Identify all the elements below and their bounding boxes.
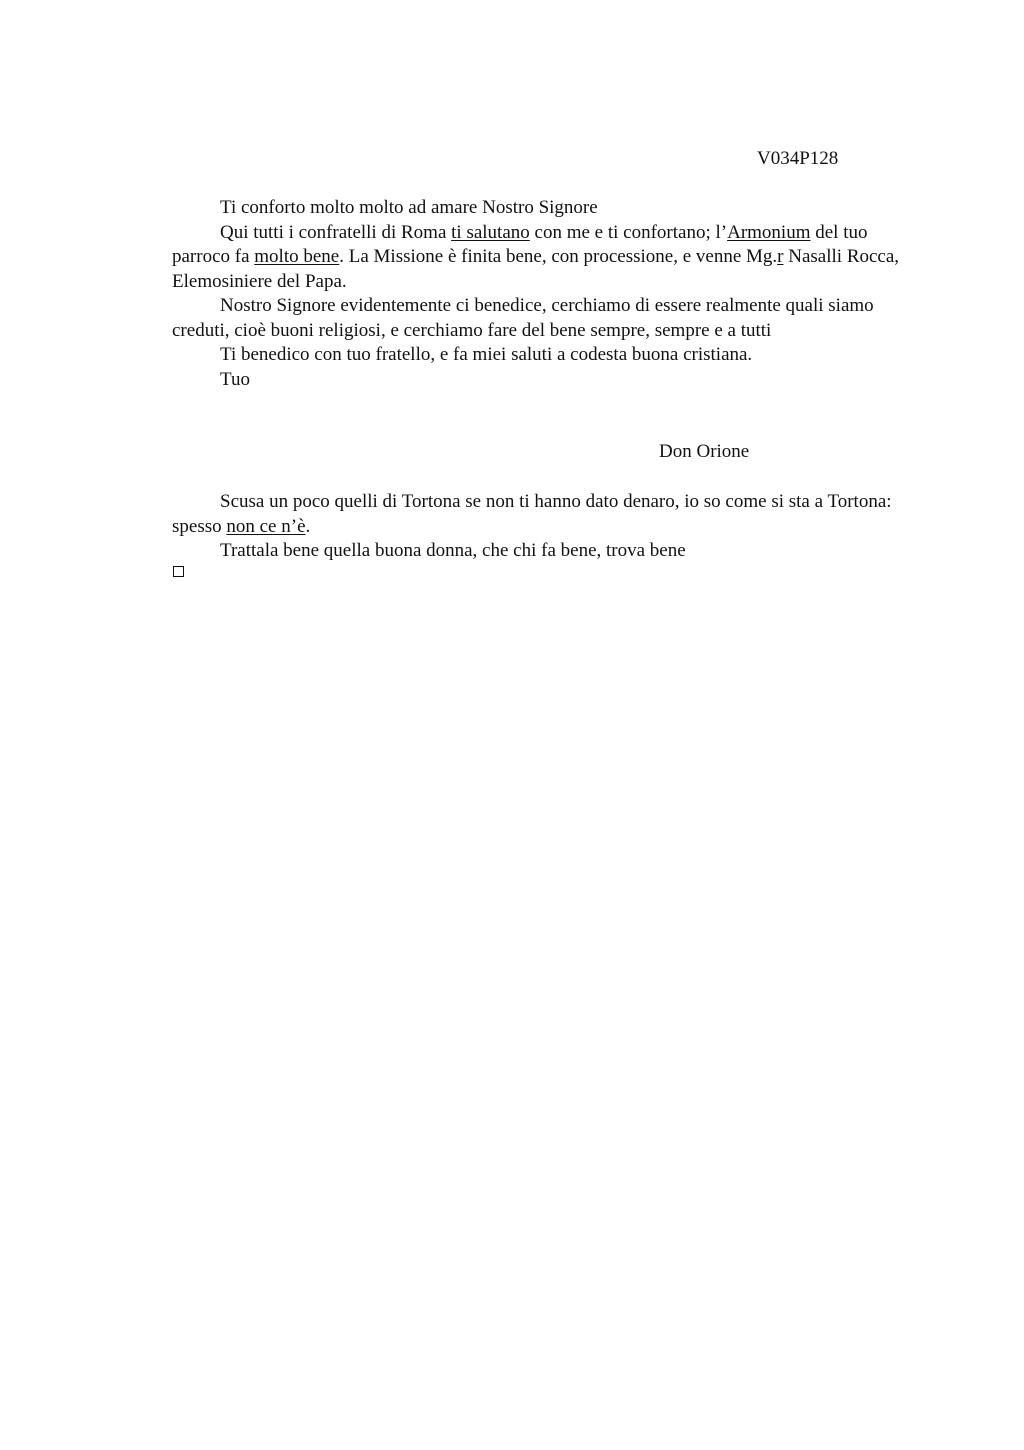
paragraph-3: Nostro Signore evidentemente ci benedice, cerchiamo di essere realmente quali siamo creduti, cioè buoni religiosi, e cerchiamo fare del bene sempre, sempre e a tutti xyxy=(172,295,874,341)
paragraph-4: Ti benedico con tuo fratello, e fa miei saluti a codesta buona cristiana. xyxy=(220,344,753,365)
paragraph-1: Ti conforto molto molto ad amare Nostro Signore xyxy=(220,197,598,218)
signature: Don Orione xyxy=(659,441,750,462)
paragraph-2-part-a: Qui tutti i confratelli di Roma xyxy=(220,221,452,243)
postscript-part-a: Scusa un poco quelli di Tortona se non ti hanno dato denaro, io so come si sta a Tortona: spesso xyxy=(172,491,892,537)
postscript-paragraph-2: Trattala bene quella buona donna, che chi fa bene, trova bene xyxy=(220,540,686,561)
postscript-part-c: . xyxy=(305,515,311,537)
letter-body xyxy=(172,196,902,392)
postscript xyxy=(172,490,902,564)
underlined-armonium: Armonium xyxy=(727,221,811,243)
paragraph-2 xyxy=(172,221,902,295)
underlined-non-ce-ne: non ce n’è xyxy=(226,515,306,537)
checkbox-square-icon xyxy=(173,566,184,577)
paragraph-2-part-c: con me e ti confortano; l’ xyxy=(529,221,728,243)
underlined-r: r xyxy=(777,246,784,267)
paragraph-5: Tuo xyxy=(220,368,250,390)
paragraph-2-part-e: del tuo parroco fa xyxy=(172,221,868,267)
page-identifier: V034P128 xyxy=(757,148,839,169)
paragraph-2-part-g: . La Missione è finita bene, con processione, e venne Mg. xyxy=(339,246,778,267)
postscript-paragraph-1 xyxy=(172,490,902,539)
underlined-ti-salutano: ti salutano xyxy=(451,221,530,243)
paragraph-2-part-i: Nasalli Rocca, Elemosiniere del Papa. xyxy=(172,246,900,292)
underlined-molto-bene: molto bene xyxy=(254,246,340,267)
